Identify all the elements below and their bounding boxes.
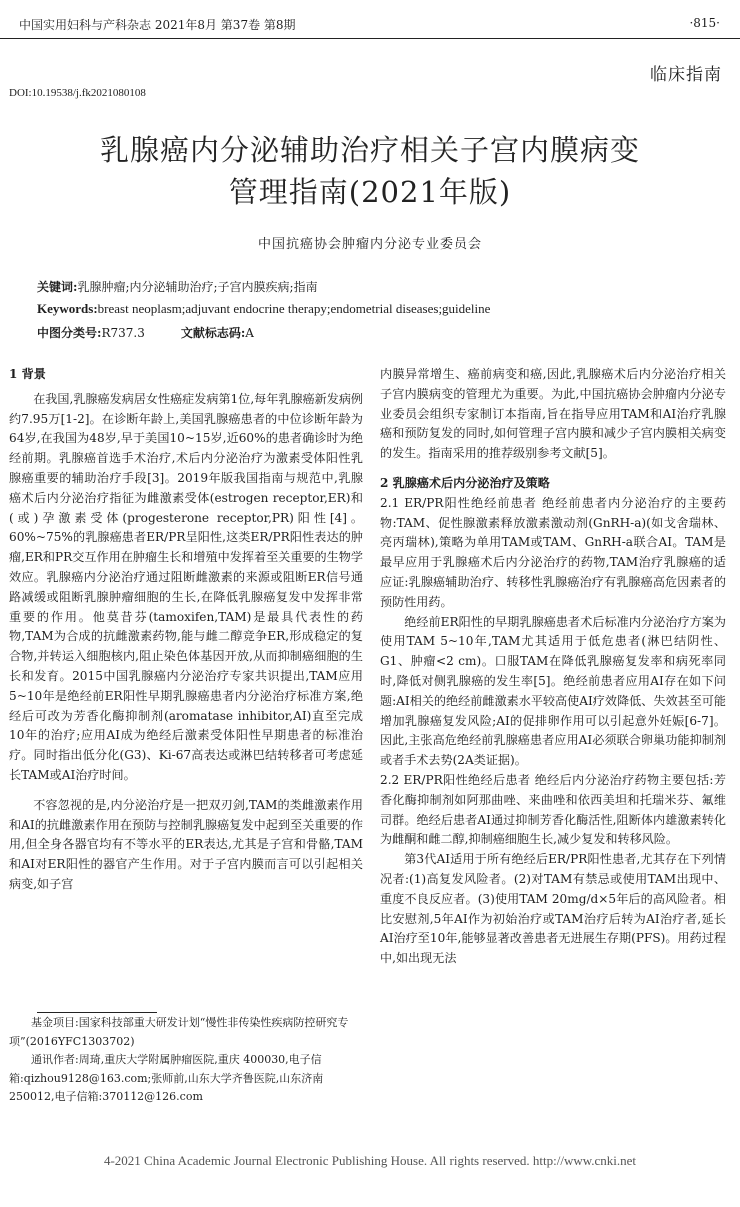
keywords-cn-label: 关键词: [37, 280, 78, 294]
header-divider [0, 38, 740, 39]
paragraph: 绝经前患者内分泌治疗的主要药物:TAM、促性腺激素释放激素激动剂(GnRH-a)(如戈舍瑞林、亮丙瑞林),策略为单用TAM或TAM、GnRH-a联合AI。TAM是最早应用于乳腺癌术后内分泌治疗的药物,TAM治疗乳腺癌的适应证:乳腺癌辅助治疗、转移性乳腺癌治疗有乳腺癌高危因素者的预防性用药。 [380, 495, 726, 609]
copyright-footer: 4-2021 China Academic Journal Electronic Publishing House. All rights reserved. http://www.cnki.net [103, 1153, 637, 1168]
article-title-line1: 乳腺癌内分泌辅助治疗相关子宫内膜病变 [99, 133, 640, 167]
keywords-cn-value: 乳腺肿瘤;内分泌辅助治疗;子宫内膜疾病;指南 [77, 280, 318, 294]
paragraph: 内膜异常增生、癌前病变和癌,因此,乳腺癌术后内分泌治疗相关子宫内膜病变的管理尤为重要。为此,中国抗癌协会肿瘤内分泌专业委员会组织专家制订本指南,旨在指导应用TAM和AI治疗乳腺癌和预防复发的同时,如何管理子宫内膜和减少子宫内膜相关病变的发生。指南采用的推荐级别参考文献[5]。 [380, 367, 726, 461]
subsection-premenopausal [380, 494, 726, 613]
doc-code-value: A [245, 326, 254, 340]
authors: 中国抗癌协会肿瘤内分泌专业委员会 [257, 237, 482, 252]
paragraph: 不容忽视的是,内分泌治疗是一把双刃剑,TAM的类雌激素作用和AI的抗雌激素作用在预防与控制乳腺癌复发中起到至关重要的作用,但全身各器官均有不等水平的ER表达,尤其是子宫和骨骼,TAM和AI对ER阳性的器官产生作用。对于子宫内膜而言可以引起相关病变,如子宫 [9, 797, 363, 891]
paragraph: 绝经后内分泌治疗药物主要包括:芳香化酶抑制剂如阿那曲唑、来曲唑和依西美坦和托瑞米芬、氟维司群。绝经后患者AI通过抑制芳香化酶活性,阻断体内雄激素转化为雌酮和雌二醇,抑制癌细胞生长,减少复发和转移风险。 [380, 772, 726, 847]
section-heading-background: 1 背景 [9, 367, 46, 381]
paragraph: 在我国,乳腺癌发病居女性癌症发病第1位,每年乳腺癌新发病例约7.95万[1-2]。在诊断年龄上,美国乳腺癌患者的中位诊断年龄为64岁,在我国为48岁,早于美国10~15岁,近60%的患者确诊时为绝经前期。乳腺癌首选手术治疗,术后内分泌治疗为激素受体阳性乳腺癌重要的辅助治疗手段[3]。2019年版我国指南与规范中,乳腺癌术后内分泌治疗指征为雌激素受体(estrogen receptor,ER)和(或)孕激素受体(progesterone receptor,PR)阳性[4]。60%~75%的乳腺癌患者ER/PR呈阳性,这类ER/PR阳性表达的肿瘤,ER和PR交互作用在肿瘤生长和增殖中发挥着至关重要的生物学效应。乳腺癌内分泌治疗通过阻断雌激素的来源或阻断ER信号通路减缓或阻断乳腺肿瘤细胞的生长,在降低乳腺癌复发中发挥非常重要的作用。他莫昔芬(tamoxifen,TAM)是最具代表性的药物,TAM为合成的抗雌激素药物,能与雌二醇竞争ER,形成稳定的复合物,并转运入细胞核内,阻止染色体基因开放,从而抑制癌细胞的生长和发育。2015中国乳腺癌内分泌治疗专家共识提出,TAM应用5~10年是绝经前ER阳性早期乳腺癌患者内分泌治疗标准方案,绝经后可改为芳香化酶抑制剂(aromatase inhibitor,AI)直至完成10年的治疗;应用AI成为绝经后激素受体阳性早期患者的标准治疗。同时指出低分化(G3)、Ki-67高表达或淋巴结转移者可考虑延长TAM或AI治疗时间。 [9, 391, 364, 782]
footnote-corresponding: 通讯作者:周琦,重庆大学附属肿瘤医院,重庆 400030,电子信箱:qizhou9128@163.com;张师前,山东大学齐鲁医院,山东济南 250012,电子信箱:370112@126.com [9, 1053, 324, 1103]
doi[interactable]: DOI:10.19538/j.fk2021080108 [9, 87, 146, 99]
journal-header: 中国实用妇科与产科杂志 2021年8月 第37卷 第8期 [19, 18, 296, 32]
keywords-en-value: breast neoplasm;adjuvant endocrine therapy;endometrial diseases;guideline [97, 301, 491, 316]
page-number: ·815· [689, 16, 720, 30]
right-column [380, 365, 726, 969]
clc-value: R737.3 [101, 326, 145, 340]
clc-label: 中图分类号: [37, 326, 102, 340]
footnote-divider [37, 1012, 157, 1013]
footnote-fund: 基金项目:国家科技部重大研发计划“慢性非传染性疾病防控研究专项”(2016YFC1303702) [9, 1016, 349, 1048]
paragraph: 绝经前ER阳性的早期乳腺癌患者术后标准内分泌治疗方案为使用TAM 5~10年,TAM尤其适用于低危患者(淋巴结阴性、G1、肿瘤<2 cm)。口服TAM在降低乳腺癌复发率和病死率同时,降低对侧乳腺癌的发生率[5]。绝经前患者应用AI存在如下问题:AI相关的绝经前雌激素水平较高使AI疗效降低、失效甚至可能增加乳腺癌复发风险;AI的促排卵作用可以引起意外妊娠[6-7]。因此,主张高危绝经前乳腺癌患者应用AI必须联合卵巢功能抑制剂或者手术去势(2A类证据)。 [380, 614, 726, 768]
footnotes [9, 1014, 363, 1107]
subsection-postmenopausal [380, 771, 726, 850]
subsection-heading: 2.1 ER/PR阳性绝经前患者 [380, 495, 538, 510]
keywords-cn [37, 278, 318, 295]
section-heading-strategy: 2 乳腺癌术后内分泌治疗及策略 [380, 475, 550, 490]
subsection-heading: 2.2 ER/PR阳性绝经后患者 [380, 772, 531, 787]
section-label: 临床指南 [650, 65, 722, 85]
doc-code-label: 文献标志码: [180, 326, 246, 340]
keywords-en [37, 301, 490, 317]
paragraph: 第3代AI适用于所有绝经后ER/PR阳性患者,尤其存在下列情况者:(1)高复发风险者。(2)对TAM有禁忌或使用TAM出现中、重度不良反应者。(3)使用TAM 20mg/d×5年后的高风险者。相比安慰剂,5年AI作为初始治疗或TAM治疗后转为AI治疗者,延长AI治疗至10年,能够显著改善患者无进展生存期(PFS)。用药过程中,如出现无法 [380, 852, 726, 966]
article-title-line2: 管理指南(2021年版) [228, 175, 512, 209]
keywords-en-label: Keywords: [37, 301, 98, 316]
left-column [9, 365, 363, 895]
classification [37, 324, 254, 341]
